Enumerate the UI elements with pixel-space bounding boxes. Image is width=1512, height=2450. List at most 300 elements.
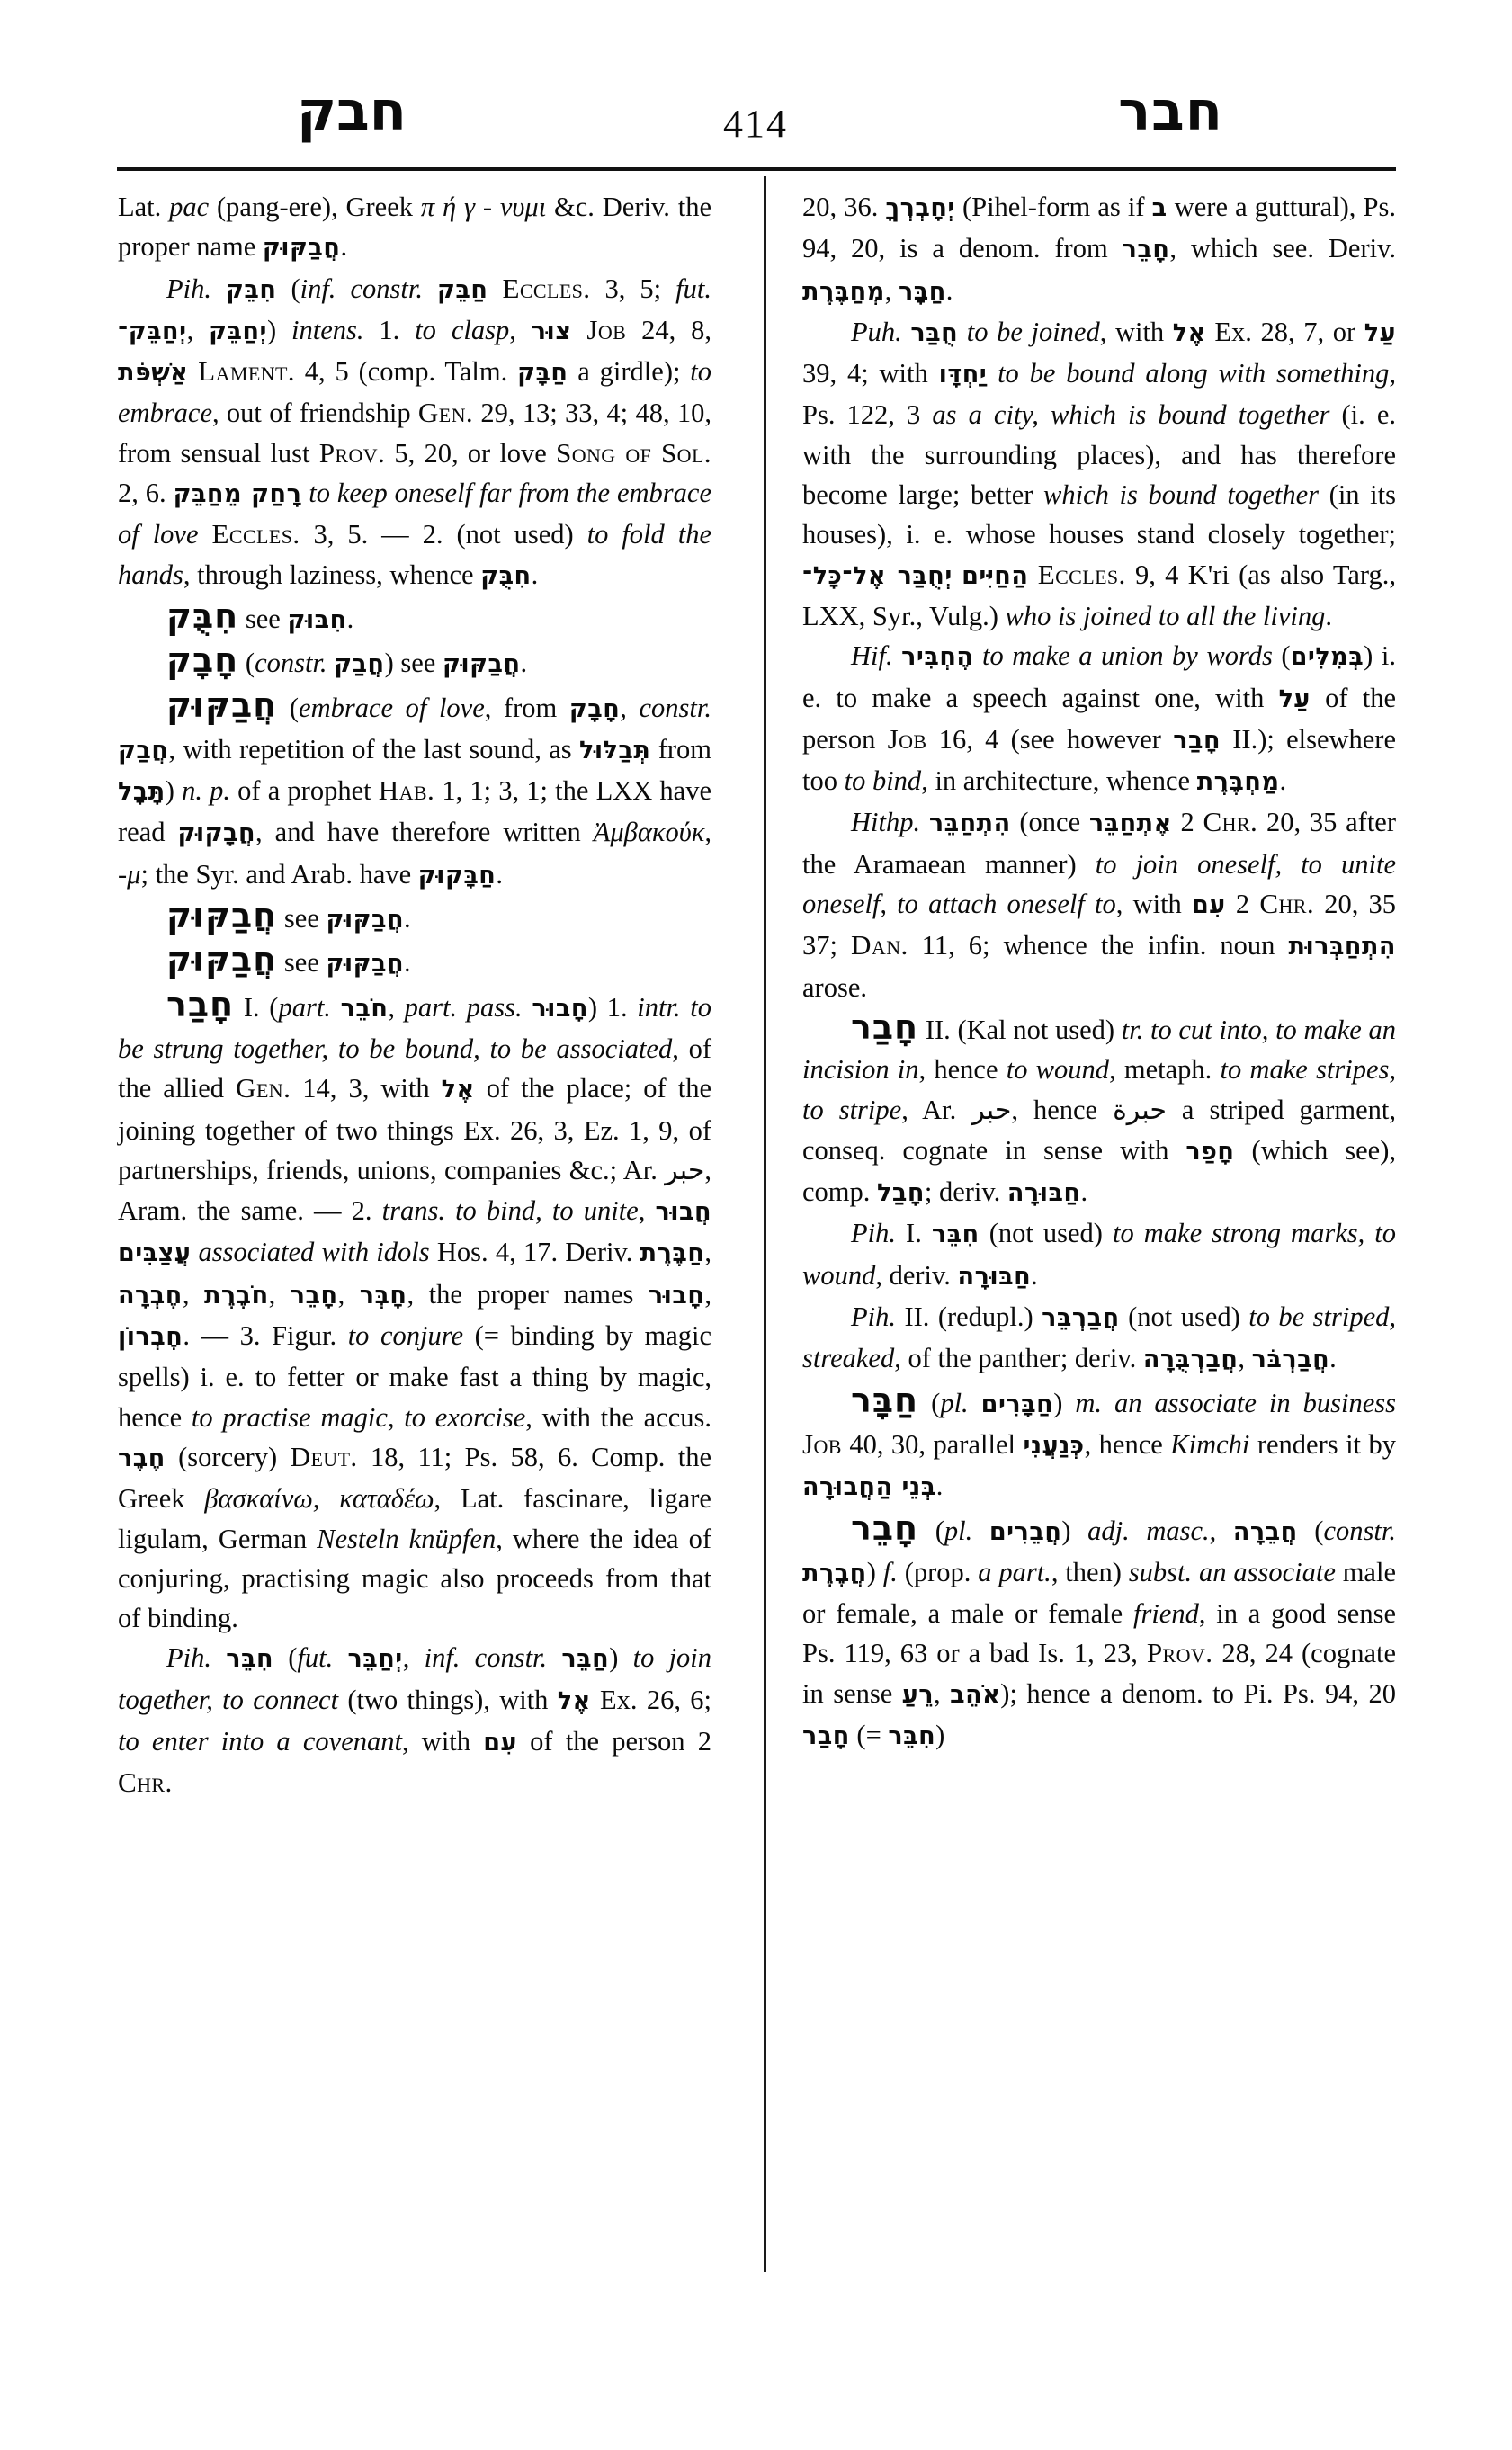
- gloss-text: to make strong marks, to wound: [802, 1218, 1396, 1291]
- body-text: [211, 1642, 226, 1673]
- entry-paragraph: [118, 187, 711, 269]
- body-text: (: [1272, 640, 1291, 672]
- body-text: 18, 11; Ps. 58, 6. Comp. the Greek: [118, 1441, 711, 1515]
- body-text: [902, 317, 911, 347]
- gloss-text: embrace of love: [299, 692, 485, 723]
- gloss-text: pac: [169, 192, 210, 222]
- body-text: (=: [849, 1719, 889, 1750]
- body-text: 20, 35 after the Aramaean manner): [802, 807, 1396, 880]
- gloss-text: to be striped, streaked: [802, 1301, 1396, 1374]
- body-text: 29, 13; 33, 4; 48, 10, from sensual lust: [118, 398, 711, 469]
- running-head-left-hebrew: חבק: [297, 80, 407, 143]
- body-text: [571, 315, 586, 345]
- gloss-text: n. p.: [182, 775, 230, 807]
- entry-paragraph: [802, 312, 1396, 636]
- hebrew-word: יְחַבֵּר: [347, 1645, 403, 1674]
- body-text: Ex. 28, 7, or: [1205, 316, 1364, 347]
- body-text: 9, 4 K'ri (as also Targ., LXX, Syr., Vulg.): [802, 559, 1396, 631]
- gloss-text: as a city, which is bound together: [932, 399, 1330, 431]
- hebrew-word: חֲבַק: [334, 650, 385, 679]
- entry-paragraph: [118, 640, 711, 684]
- gloss-text: a part.: [978, 1556, 1051, 1587]
- entry-paragraph: [802, 187, 1396, 312]
- body-text: . — 3. Figur.: [183, 1320, 348, 1352]
- body-text: ,: [933, 1677, 951, 1709]
- body-text: .: [1031, 1259, 1038, 1291]
- hebrew-word: חַבָּרִים: [980, 1390, 1054, 1418]
- gloss-text: to bind: [844, 765, 922, 797]
- body-text: ,: [388, 991, 405, 1023]
- body-text: (not used): [1119, 1301, 1249, 1333]
- hebrew-word: הִתְחַבֵּר: [928, 809, 1011, 838]
- hebrew-word: חִבֵּק: [226, 275, 277, 304]
- hebrew-word: חֲבַקּוּק: [262, 234, 341, 263]
- body-text: ; the Syr. and Arab. have: [140, 858, 418, 890]
- body-text: Lat.: [118, 192, 170, 222]
- body-text: ,: [620, 692, 640, 723]
- body-text: ,: [638, 1195, 656, 1227]
- hebrew-word: חֲבוּר עֲצַבִּים: [118, 1198, 712, 1268]
- scripture-reference: Gen.: [236, 1072, 291, 1104]
- scripture-reference: Job: [887, 722, 927, 755]
- body-text: (sorcery): [165, 1441, 291, 1472]
- body-text: , with: [1099, 316, 1173, 347]
- hebrew-word: חֲבַקּוּק: [166, 896, 278, 936]
- gloss-text: Pih.: [851, 1301, 896, 1333]
- body-text: ,: [1209, 1515, 1233, 1546]
- body-text: (: [273, 1642, 298, 1674]
- scripture-reference: Prov.: [318, 436, 386, 469]
- body-text: ) 1.: [587, 991, 638, 1023]
- body-text: 2: [1225, 889, 1260, 920]
- hebrew-word: חֲבָקוּק: [177, 819, 256, 848]
- scripture-reference: Gen.: [417, 397, 474, 429]
- hebrew-word: תְּבַלּוּל: [578, 736, 651, 765]
- body-text: [188, 356, 198, 387]
- body-text: Hos. 4, 17. Deriv.: [429, 1237, 640, 1268]
- body-text: [920, 807, 929, 837]
- body-text: ) see: [384, 648, 443, 679]
- body-text: (in its houses), i. e. whose houses stand closely together;: [802, 479, 1396, 550]
- body-text: (once: [1010, 807, 1089, 838]
- body-text: .: [1325, 600, 1332, 631]
- gloss-text: inf. constr.: [424, 1642, 548, 1674]
- hebrew-word: עִם: [483, 1728, 517, 1757]
- entry-paragraph: [802, 1381, 1396, 1508]
- hebrew-word: הֶחְבִּיר: [901, 643, 974, 672]
- gloss-text: adj. masc.: [1087, 1515, 1210, 1546]
- hebrew-word: חָבֵר: [1122, 236, 1170, 264]
- body-text: [969, 1388, 981, 1418]
- gloss-text: Nesteln knüpfen: [317, 1523, 497, 1554]
- page-number: 414: [723, 102, 788, 146]
- body-text: [1028, 559, 1037, 590]
- gloss-text: intr. to be strung together, to be bound, to be associated: [118, 991, 711, 1064]
- running-head-right-hebrew: חבר: [1118, 80, 1223, 143]
- body-text: , with: [1115, 889, 1192, 920]
- entry-paragraph: [802, 802, 1396, 1006]
- gloss-text: to be bound along with something: [998, 358, 1390, 389]
- gloss-text: to make a union by words: [982, 640, 1273, 672]
- hebrew-word: חַבֶּרֶת: [640, 1239, 705, 1268]
- body-text: (: [918, 1387, 941, 1418]
- hebrew-word: כְּנַעֲנִי: [1023, 1431, 1085, 1460]
- gloss-text: to embrace: [118, 356, 712, 429]
- body-text: , from: [484, 692, 569, 723]
- gloss-text: part. pass.: [404, 991, 523, 1023]
- body-text: ,: [509, 314, 532, 345]
- gloss-text: Pih.: [166, 1642, 211, 1674]
- body-text: 20, 35 37;: [802, 889, 1396, 961]
- hebrew-word: חֲבֶרֶת: [802, 1559, 867, 1587]
- scripture-reference: Eccles.: [502, 272, 591, 304]
- body-text: ,: [182, 1278, 204, 1310]
- greek-word: Ἀμβακούκ, -μ: [118, 817, 712, 890]
- hebrew-word: חִבֵּר: [226, 1645, 274, 1674]
- hebrew-word: יַחְדָּו: [938, 361, 988, 389]
- body-text: (pang-ere), Greek: [209, 192, 421, 222]
- body-text: , in architecture, whence: [921, 765, 1197, 797]
- gloss-text: to join oneself, to unite oneself, to attach oneself to: [802, 848, 1397, 920]
- body-text: 4, 5 (comp. Talm.: [294, 356, 518, 388]
- scripture-reference: Chr.: [1203, 806, 1258, 838]
- body-text: , through laziness, whence: [183, 559, 481, 590]
- hebrew-word: חֲבַקּוּק: [166, 684, 278, 725]
- body-text: [987, 358, 998, 389]
- gloss-text: to enter into a covenant: [118, 1725, 402, 1757]
- body-text: 20, 36.: [802, 192, 886, 222]
- hebrew-word: חִבֻּק: [480, 561, 532, 590]
- hebrew-word: ב: [1151, 194, 1168, 222]
- hebrew-word: יְחָבְרְךָ: [885, 194, 955, 222]
- body-text: 16, 4 (see however: [926, 723, 1174, 755]
- body-text: , out of friendship: [212, 398, 418, 429]
- body-text: ): [866, 1556, 883, 1587]
- entry-paragraph: [118, 269, 711, 596]
- body-text: , Ar.: [901, 1094, 972, 1125]
- hebrew-word: חַבֵּר: [561, 1645, 610, 1674]
- gloss-text: to conjure: [347, 1320, 464, 1352]
- body-text: , hence: [1011, 1094, 1114, 1125]
- body-text: a girdle);: [568, 356, 691, 388]
- hebrew-word: רֵעַ: [901, 1680, 934, 1709]
- hebrew-word: חָבַר: [851, 1006, 919, 1047]
- gloss-text: Kimchi: [1170, 1428, 1250, 1460]
- body-text: , with repetition of the last sound, as: [168, 733, 579, 765]
- body-text: 1, 1; 3, 1; the LXX have read: [118, 775, 712, 848]
- body-text: ): [1053, 1387, 1076, 1418]
- arabic-word: حبرة: [1113, 1094, 1167, 1126]
- body-text: [958, 317, 967, 347]
- gloss-text: trans. to bind, to unite: [381, 1195, 639, 1227]
- scripture-reference: Song of Sol.: [556, 436, 711, 469]
- body-text: of the person: [802, 682, 1397, 755]
- body-text: , hence: [918, 1054, 1007, 1086]
- body-text: [973, 640, 982, 671]
- body-text: of the person 2: [516, 1725, 711, 1757]
- gloss-text: part.: [278, 991, 331, 1023]
- body-text: (= binding by magic spells) i. e. to fetter or make fast a thing by magic, hence: [118, 1320, 711, 1433]
- hebrew-word: חַבָּר: [851, 1380, 919, 1420]
- gloss-text: Hif.: [851, 640, 893, 672]
- entry-paragraph: [118, 940, 711, 984]
- hebrew-word: יְחַבֵּק־: [118, 317, 187, 345]
- body-text: .: [520, 648, 528, 679]
- entry-paragraph: [802, 1297, 1396, 1381]
- body-text: [191, 1237, 198, 1267]
- body-text: [953, 559, 962, 590]
- body-text: , Lat. fascinare, ligare ligulam, German: [118, 1483, 711, 1554]
- hebrew-word: חֲבֵרָה: [1232, 1517, 1298, 1546]
- gloss-text: constr.: [639, 692, 711, 723]
- hebrew-word: חָבַר: [1173, 726, 1221, 755]
- hebrew-word: חִבּוּק: [287, 605, 347, 634]
- hebrew-word: חַבּוּרָה: [1007, 1179, 1081, 1208]
- hebrew-word: חֶבֶר: [118, 1444, 166, 1472]
- body-text: , in a good sense Ps. 119, 63 or a bad Is. 1, 23,: [802, 1598, 1396, 1669]
- hebrew-word: חֲבַקּוּק: [166, 940, 278, 980]
- body-text: 2: [1171, 807, 1203, 838]
- body-text: [211, 273, 226, 304]
- body-text: .: [1329, 1343, 1337, 1374]
- body-text: 14, 3, with: [291, 1073, 442, 1104]
- body-text: were a guttural), Ps. 94, 20, is a denom. from: [802, 192, 1397, 264]
- gloss-text: to join together, to connect: [118, 1642, 712, 1715]
- body-text: of a prophet: [230, 775, 379, 807]
- body-text: 11, 6; whence the infin. noun: [908, 930, 1289, 961]
- gloss-text: tr. to cut into, to make an incision in: [802, 1014, 1396, 1086]
- body-text: 5, 20, or love: [385, 437, 557, 469]
- hebrew-word: חַבּוּרָה: [957, 1262, 1032, 1291]
- left-column: [118, 187, 711, 1803]
- body-text: ): [165, 775, 183, 807]
- hebrew-word: חָבְּר: [359, 1281, 407, 1310]
- body-text: see: [238, 603, 288, 634]
- body-text: [423, 273, 437, 304]
- body-text: ,: [704, 1278, 712, 1310]
- gloss-text: intens.: [291, 314, 364, 345]
- entry-paragraph: [118, 896, 711, 940]
- body-text: ,: [186, 314, 210, 345]
- entry-paragraph: [802, 1508, 1396, 1757]
- body-text: see: [277, 947, 327, 979]
- gloss-text: to fold the hands: [118, 519, 711, 590]
- body-text: (: [276, 273, 300, 304]
- body-text: ,: [704, 1237, 711, 1268]
- entry-paragraph: [118, 685, 711, 896]
- body-text: 1.: [363, 314, 416, 345]
- body-text: , metaph.: [1109, 1054, 1221, 1086]
- hebrew-word: חָבֵר: [851, 1507, 919, 1548]
- body-text: of the place; of the joining together of two things Ex. 26, 3, Ez. 1, 9, of partnerships, friends, unions, companies &c.; Ar.: [118, 1073, 711, 1185]
- hebrew-word: יְחַבֵּק: [209, 317, 267, 345]
- gloss-text: who is joined to all the living: [1005, 600, 1326, 631]
- body-text: ); hence a denom. to Pi. Ps. 94, 20: [1000, 1677, 1397, 1709]
- scripture-reference: Dan.: [851, 929, 908, 961]
- hebrew-word: אַשְׁפֹּת: [118, 359, 189, 388]
- body-text: , deriv.: [875, 1259, 958, 1291]
- body-text: ): [1061, 1515, 1088, 1546]
- body-text: (: [1297, 1515, 1324, 1546]
- scripture-reference: Lament.: [198, 355, 295, 388]
- hebrew-word: חַבָּק: [517, 359, 568, 388]
- scripture-reference: Eccles.: [1037, 558, 1126, 590]
- hebrew-word: חָבוּר: [532, 994, 588, 1023]
- body-text: , which see. Deriv.: [1169, 233, 1396, 264]
- body-text: (not used): [979, 1218, 1113, 1249]
- body-text: II. (redupl.): [895, 1301, 1042, 1333]
- body-text: from: [650, 733, 711, 765]
- body-text: II.); elsewhere too: [802, 723, 1397, 797]
- hebrew-word: רָחַק מֵחַבֵּק: [173, 480, 302, 509]
- body-text: .: [1080, 1176, 1088, 1208]
- body-text: ,: [268, 1278, 291, 1310]
- gloss-text: Hithp.: [851, 807, 921, 838]
- body-text: .: [404, 947, 411, 979]
- running-head: [117, 80, 1394, 160]
- body-text: ): [266, 314, 292, 345]
- entry-paragraph: [118, 985, 711, 1639]
- hebrew-word: הִתְחַבְּרוּת: [1288, 933, 1396, 961]
- scripture-reference: Eccles.: [211, 518, 300, 550]
- hebrew-word: עַל: [1364, 318, 1397, 347]
- hebrew-word: אֹהֵב: [950, 1680, 1001, 1709]
- entry-paragraph: [802, 1007, 1396, 1213]
- body-text: II. (Kal not used): [918, 1014, 1122, 1045]
- body-text: ,: [402, 1642, 425, 1674]
- header-rule: [117, 167, 1396, 171]
- hebrew-word: חַבָּקוּק: [417, 861, 497, 890]
- hebrew-word: אֶל: [557, 1686, 591, 1715]
- body-text: 40, 30, parallel: [841, 1428, 1024, 1460]
- hebrew-word: חָבַר: [802, 1721, 850, 1750]
- body-text: , of the panther; deriv.: [894, 1343, 1143, 1374]
- gloss-text: pl.: [944, 1515, 973, 1546]
- hebrew-word: חָבֵר: [290, 1281, 338, 1310]
- gloss-text: subst. an associate: [1128, 1556, 1336, 1587]
- body-text: (: [277, 692, 300, 723]
- body-text: , the proper names: [407, 1278, 649, 1310]
- body-text: 3, 5;: [590, 273, 676, 304]
- body-text: (i. e. with the surrounding places), and has therefore become large; better: [802, 399, 1396, 511]
- hebrew-word: חֲבַקּוּק: [442, 650, 521, 679]
- hebrew-word: תָּבָל: [118, 778, 166, 807]
- body-text: [488, 273, 502, 304]
- entry-paragraph: [118, 596, 711, 640]
- body-text: .: [1279, 765, 1287, 797]
- hebrew-word: אֶל: [441, 1076, 475, 1104]
- hebrew-word: בְּמִלִּים: [1290, 643, 1364, 672]
- hebrew-word: מְחַבֶּרֶת: [802, 277, 885, 306]
- gloss-text: to clasp: [415, 314, 510, 345]
- body-text: , Aram. the same. — 2.: [118, 1154, 711, 1227]
- body-text: [547, 1642, 561, 1673]
- gloss-text: pl.: [940, 1387, 969, 1418]
- body-text: a striped garment, conseq. cognate in sense with: [802, 1094, 1396, 1166]
- hebrew-word: אֶל: [1172, 318, 1206, 347]
- gloss-text: which is bound together: [1043, 479, 1320, 511]
- body-text: (: [918, 1515, 944, 1546]
- body-text: .: [935, 1471, 944, 1502]
- gloss-text: associated with idols: [198, 1237, 430, 1268]
- gloss-text: fut.: [297, 1642, 334, 1674]
- hebrew-word: חֻבַּר: [910, 318, 959, 347]
- scripture-reference: Prov.: [1146, 1637, 1213, 1669]
- body-text: , and have therefore written: [255, 817, 594, 848]
- body-text: [972, 1516, 989, 1546]
- right-column: [802, 187, 1396, 1757]
- body-text: .: [340, 231, 348, 263]
- gloss-text: m. an associate in business: [1075, 1387, 1396, 1418]
- hebrew-word: חָבָק: [166, 640, 239, 681]
- gloss-text: friend: [1132, 1598, 1199, 1630]
- gloss-text: to make stripes, to stripe: [802, 1054, 1396, 1125]
- hebrew-word: חִבֵּר: [888, 1721, 936, 1750]
- hebrew-word: עִם: [1191, 891, 1226, 920]
- body-text: , then): [1051, 1556, 1129, 1587]
- body-text: 28, 24 (cognate in sense: [802, 1638, 1396, 1709]
- hebrew-word: חֲבַרְבֹּר: [1251, 1346, 1330, 1374]
- scripture-reference: Chr.: [118, 1766, 173, 1799]
- body-text: (which see), comp.: [802, 1134, 1396, 1208]
- scripture-reference: Job: [802, 1427, 842, 1460]
- body-text: see: [277, 903, 327, 934]
- body-text: ,: [884, 274, 899, 306]
- hebrew-word: חֶבְרוֹן: [118, 1323, 183, 1352]
- entry-paragraph: [802, 636, 1396, 802]
- body-text: 39, 4; with: [802, 358, 939, 389]
- hebrew-word: חֹבֶרֶת: [203, 1281, 269, 1310]
- body-text: .: [496, 858, 503, 890]
- hebrew-word: חָפַר: [1185, 1137, 1235, 1166]
- body-text: .: [531, 559, 539, 590]
- gloss-text: to keep oneself far from the embrace of love: [118, 478, 712, 550]
- gloss-text: constr.: [1323, 1515, 1396, 1546]
- entry-paragraph: [802, 1213, 1396, 1297]
- gloss-text: f.: [882, 1556, 898, 1587]
- hebrew-word: חֲבֵרִים: [989, 1517, 1062, 1546]
- gloss-text: inf. constr.: [300, 273, 423, 304]
- hebrew-word: חָבַל: [877, 1179, 925, 1208]
- hebrew-word: עַל: [1278, 684, 1311, 713]
- arabic-word: حبر: [971, 1094, 1012, 1126]
- body-text: ,: [337, 1278, 360, 1310]
- body-text: [893, 640, 902, 671]
- body-text: , Ps. 122, 3: [802, 358, 1397, 431]
- body-text: [523, 992, 532, 1023]
- hebrew-word: חָבוּר: [648, 1281, 705, 1310]
- body-text: [199, 519, 212, 550]
- hebrew-word: חֲבַרְבֻּרָה: [1142, 1346, 1239, 1374]
- hebrew-word: מַחְבֶּרֶת: [1196, 768, 1280, 797]
- body-text: ): [609, 1642, 633, 1674]
- body-text: , with: [401, 1725, 484, 1757]
- hebrew-word: חֶבְרָה: [118, 1281, 183, 1310]
- arabic-word: حبر: [665, 1154, 705, 1186]
- scripture-reference: Hab.: [378, 774, 435, 807]
- body-text: Ex. 26, 6;: [590, 1684, 711, 1715]
- scripture-reference: Chr.: [1259, 888, 1315, 920]
- gloss-text: Pih.: [166, 273, 211, 304]
- hebrew-word: יְחֻבַּר אֶל־כָּל־: [802, 561, 953, 590]
- body-text: , hence: [1084, 1428, 1171, 1460]
- body-text: .: [404, 903, 411, 934]
- body-text: (two things), with: [338, 1684, 558, 1715]
- body-text: ): [935, 1719, 945, 1750]
- body-text: I.: [895, 1218, 932, 1249]
- greek-word: βασκαίνω, καταδέω: [204, 1483, 434, 1515]
- hebrew-word: חַבֵּק: [437, 275, 488, 304]
